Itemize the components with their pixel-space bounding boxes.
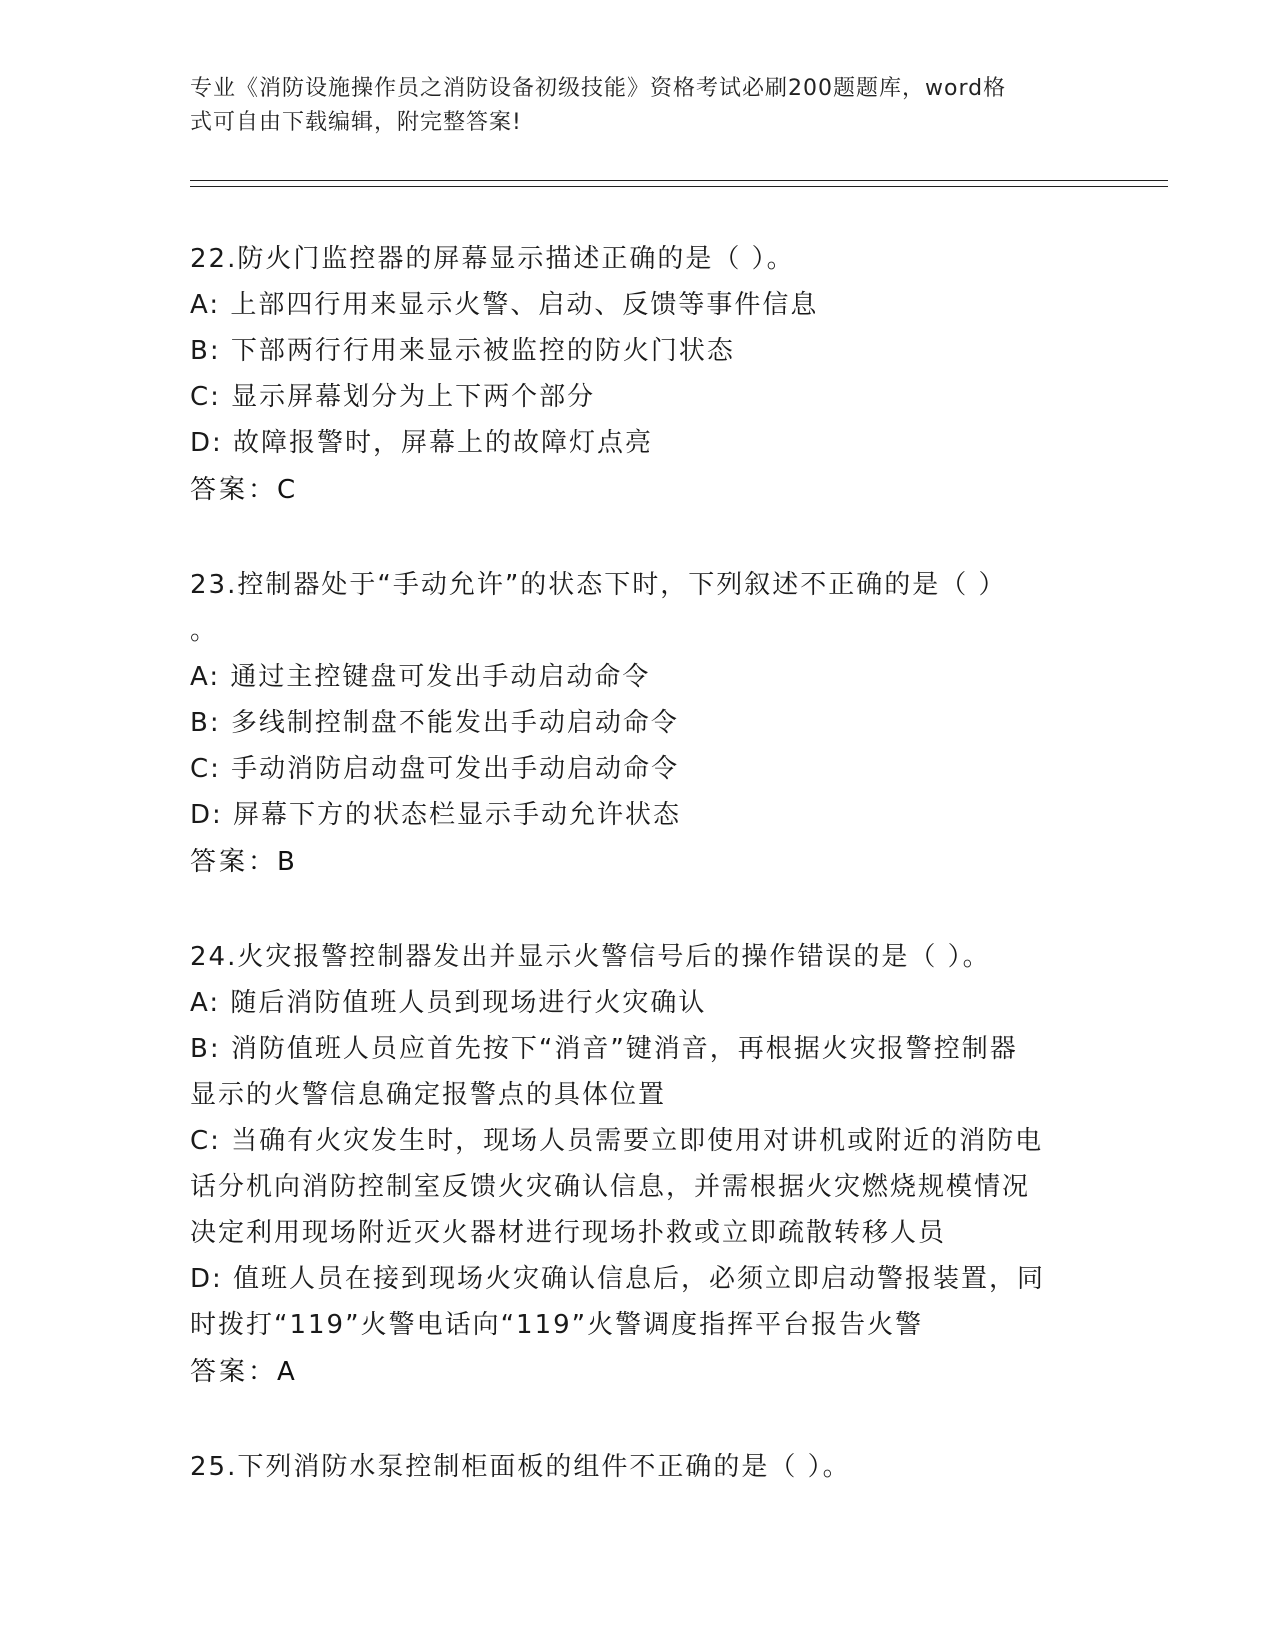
- answer-label: 答案：: [190, 475, 278, 505]
- question-23: [190, 562, 1090, 886]
- option-c-continuation: 话分机向消防控制室反馈火灾确认信息，并需根据火灾燃烧规模情况: [190, 1172, 1031, 1202]
- option-d-continuation: 时拨打“119”火警电话向“119”火警调度指挥平台报告火警: [190, 1310, 924, 1340]
- header-line-2: 式可自由下载编辑，附完整答案!: [190, 110, 522, 135]
- option-d: D: 值班人员在接到现场火灾确认信息后，必须立即启动警报装置，同: [190, 1264, 1046, 1294]
- option-b-continuation: 显示的火警信息确定报警点的具体位置: [190, 1080, 667, 1110]
- question-stem: 25.下列消防水泵控制柜面板的组件不正确的是（ ）。: [190, 1452, 851, 1482]
- answer-line: [190, 466, 1090, 514]
- option-a: A: 上部四行用来显示火警、启动、反馈等事件信息: [190, 290, 819, 320]
- question-stem: 22.防火门监控器的屏幕显示描述正确的是（ ）。: [190, 244, 795, 274]
- answer-value: B: [277, 847, 296, 877]
- header-line-1: 专业《消防设施操作员之消防设备初级技能》资格考试必刷200题题库，word格: [190, 76, 1007, 101]
- option-d: D: 故障报警时，屏幕上的故障灯点亮: [190, 428, 654, 458]
- option-c: C: 手动消防启动盘可发出手动启动命令: [190, 754, 680, 784]
- question-25: [190, 1444, 1090, 1490]
- question-stem: 23.控制器处于“手动允许”的状态下时，下列叙述不正确的是（ ）: [190, 570, 1007, 600]
- option-b: B: 消防值班人员应首先按下“消音”键消音，再根据火灾报警控制器: [190, 1034, 1018, 1064]
- option-b: B: 下部两行行用来显示被监控的防火门状态: [190, 336, 735, 366]
- option-c: C: 显示屏幕划分为上下两个部分: [190, 382, 596, 412]
- document-header: [190, 72, 1090, 140]
- question-24: [190, 934, 1090, 1396]
- header-divider: [190, 180, 1168, 187]
- option-d: D: 屏幕下方的状态栏显示手动允许状态: [190, 800, 682, 830]
- option-c: C: 当确有火灾发生时，现场人员需要立即使用对讲机或附近的消防电: [190, 1126, 1044, 1156]
- question-stem-continuation: 。: [190, 616, 219, 646]
- question-stem: 24.火灾报警控制器发出并显示火警信号后的操作错误的是（ ）。: [190, 942, 991, 972]
- option-a: A: 随后消防值班人员到现场进行火灾确认: [190, 988, 707, 1018]
- answer-label: 答案：: [190, 1357, 278, 1387]
- option-c-continuation: 决定利用现场附近灭火器材进行现场扑救或立即疏散转移人员: [190, 1218, 947, 1248]
- answer-value: A: [277, 1357, 296, 1387]
- question-22: [190, 236, 1090, 514]
- answer-line: [190, 1348, 1090, 1396]
- answer-label: 答案：: [190, 847, 278, 877]
- answer-line: [190, 838, 1090, 886]
- question-list: [190, 236, 1090, 1538]
- answer-value: C: [277, 475, 297, 505]
- option-a: A: 通过主控键盘可发出手动启动命令: [190, 662, 651, 692]
- option-b: B: 多线制控制盘不能发出手动启动命令: [190, 708, 679, 738]
